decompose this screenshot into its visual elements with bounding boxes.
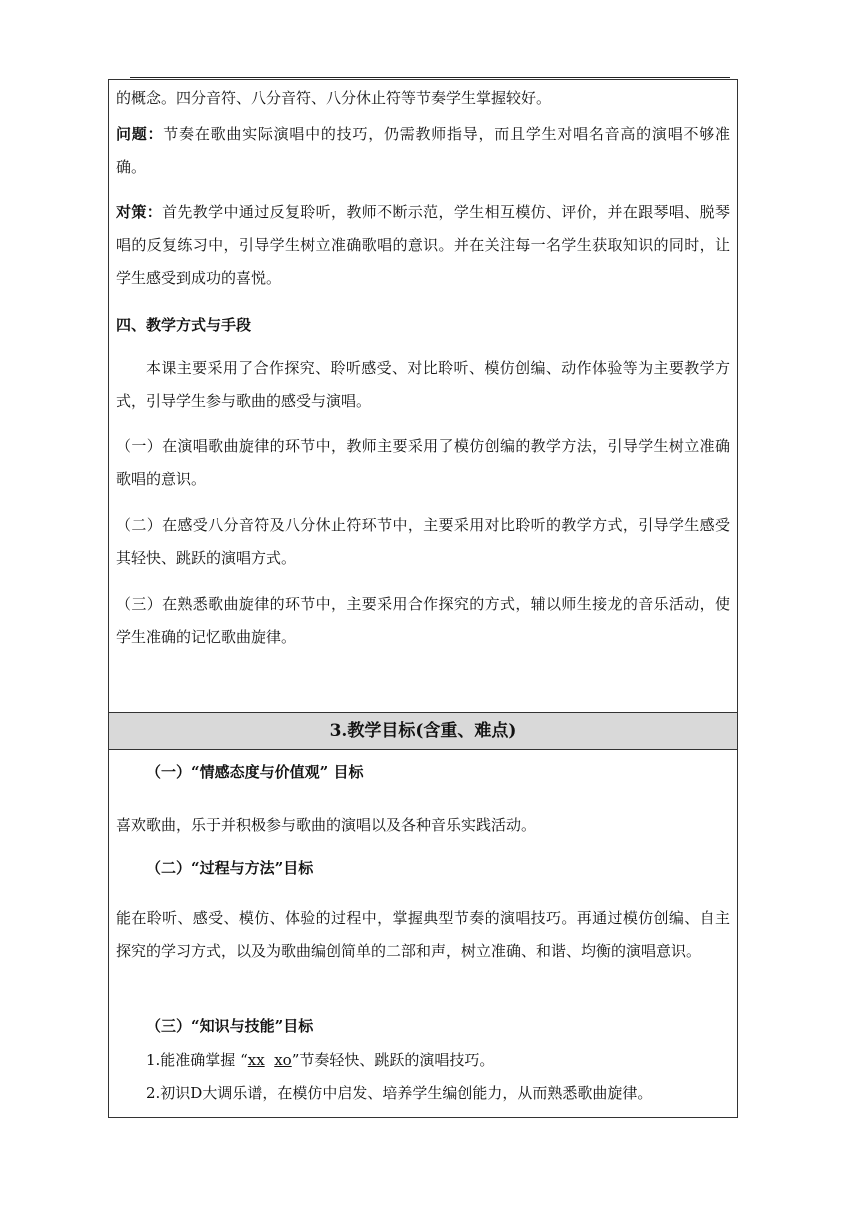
objective-item-2: 2.初识D大调乐谱，在模仿中启发、培养学生编创能力，从而熟悉歌曲旋律。	[146, 1084, 653, 1102]
heading-teaching-methods: 四、教学方式与手段	[116, 316, 252, 334]
paragraph-strategy	[116, 196, 730, 295]
item-1-prefix: 1.能准确掌握 “	[146, 1051, 248, 1069]
objectives-cell	[109, 750, 737, 1117]
strategy-label: 对策：	[116, 203, 163, 221]
objective-text-process: 能在聆听、感受、模仿、体验的过程中，掌握典型节奏的演唱技巧。再通过模仿创编、自主探究的学习方式，以及为歌曲编创简单的二部和声，树立准确、和谐、均衡的演唱意识。	[116, 909, 730, 960]
objective-heading-process: （二）“过程与方法”目标	[146, 859, 314, 877]
learning-analysis-cell	[109, 80, 737, 712]
problem-label: 问题：	[116, 125, 164, 143]
paragraph-method-1: （一）在演唱歌曲旋律的环节中，教师主要采用了模仿创编的教学方法，引导学生树立准确歌唱的意识。	[116, 437, 730, 488]
objective-heading-knowledge: （三）“知识与技能”目标	[146, 1017, 314, 1035]
objective-text-emotion: 喜欢歌曲，乐于并积极参与歌曲的演唱以及各种音乐实践活动。	[116, 816, 537, 834]
paragraph-problem	[116, 118, 730, 184]
section-header-objectives: 3.教学目标(含重、难点)	[109, 712, 737, 750]
paragraph-methods-intro: 本课主要采用了合作探究、聆听感受、对比聆听、模仿创编、动作体验等为主要教学方式，引导学生参与歌曲的感受与演唱。	[116, 359, 730, 410]
paragraph-method-2: （二）在感受八分音符及八分休止符环节中，主要采用对比聆听的教学方式，引导学生感受其轻快、跳跃的演唱方式。	[116, 516, 730, 567]
lesson-plan-table	[108, 79, 738, 1118]
objective-heading-emotion: （一）“情感态度与价值观” 目标	[146, 763, 364, 781]
rhythm-notation-2: xo	[274, 1051, 292, 1069]
item-1-suffix: ”节奏轻快、跳跃的演唱技巧。	[291, 1051, 495, 1069]
paragraph-concept: 的概念。四分音符、八分音符、八分休止符等节奏学生掌握较好。	[116, 89, 552, 107]
page-header-rule	[130, 77, 730, 78]
rhythm-notation-1: xx	[247, 1051, 265, 1069]
problem-text: 节奏在歌曲实际演唱中的技巧，仍需教师指导，而且学生对唱名音高的演唱不够准确。	[116, 125, 730, 176]
objective-item-1	[116, 1044, 730, 1077]
paragraph-method-3: （三）在熟悉歌曲旋律的环节中，主要采用合作探究的方式，辅以师生接龙的音乐活动，使学生准确的记忆歌曲旋律。	[116, 595, 730, 646]
strategy-text: 首先教学中通过反复聆听，教师不断示范，学生相互模仿、评价，并在跟琴唱、脱琴唱的反复练习中，引导学生树立准确歌唱的意识。并在关注每一名学生获取知识的同时，让学生感受到成功的喜悦。	[116, 203, 730, 287]
